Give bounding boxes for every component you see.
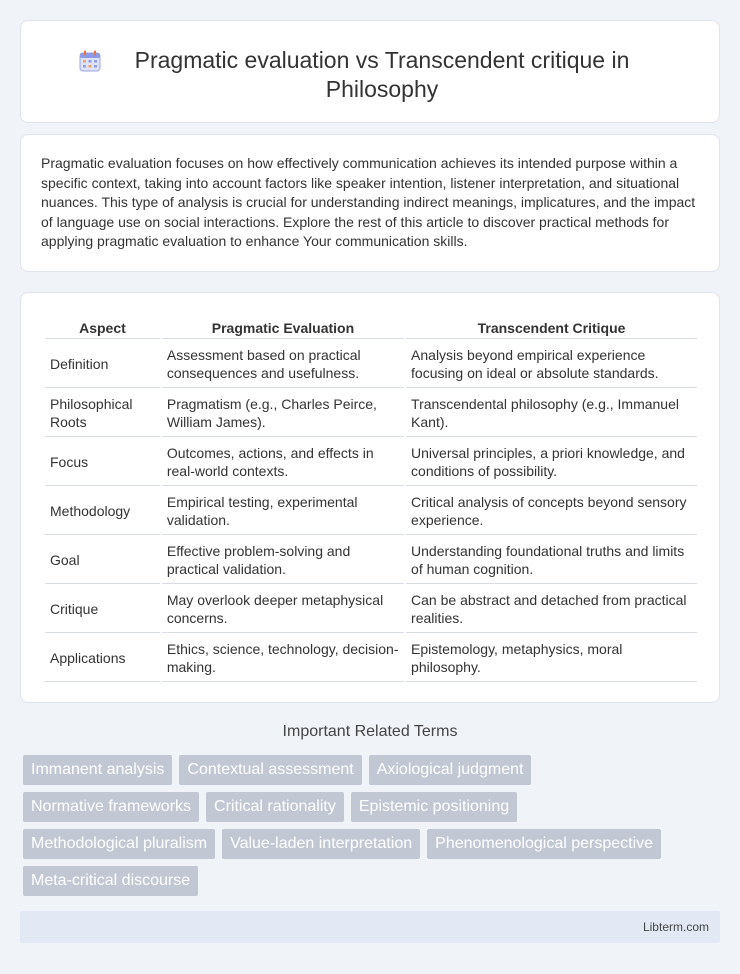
- pragmatic-cell: Pragmatism (e.g., Charles Peirce, William James).: [162, 390, 404, 437]
- calendar-icon: [78, 49, 102, 73]
- related-term-tag[interactable]: Contextual assessment: [179, 755, 361, 785]
- transcendent-cell: Analysis beyond empirical experience focusing on ideal or absolute standards.: [406, 341, 697, 388]
- transcendent-cell: Transcendental philosophy (e.g., Immanuel Kant).: [406, 390, 697, 437]
- aspect-cell: Philosophical Roots: [45, 390, 160, 437]
- table-row: [45, 537, 697, 584]
- header-aspect: Aspect: [45, 317, 160, 339]
- related-term-tag[interactable]: Value-laden interpretation: [222, 829, 420, 859]
- related-term-tag[interactable]: Phenomenological perspective: [427, 829, 661, 859]
- aspect-cell: Definition: [45, 341, 160, 388]
- related-term-tag[interactable]: Immanent analysis: [23, 755, 172, 785]
- page-title: Pragmatic evaluation vs Transcendent critique in Philosophy: [134, 47, 630, 102]
- table-row: [45, 488, 697, 535]
- header-transcendent-critique: Transcendent Critique: [406, 317, 697, 339]
- footer: [20, 911, 720, 943]
- pragmatic-cell: Outcomes, actions, and effects in real-world contexts.: [162, 439, 404, 486]
- aspect-cell: Applications: [45, 635, 160, 682]
- related-terms-heading: Important Related Terms: [282, 723, 458, 740]
- related-term-tag[interactable]: Epistemic positioning: [351, 792, 517, 822]
- transcendent-cell: Understanding foundational truths and limits of human cognition.: [406, 537, 697, 584]
- aspect-cell: Focus: [45, 439, 160, 486]
- related-term-tag[interactable]: Methodological pluralism: [23, 829, 215, 859]
- table-row: [45, 586, 697, 633]
- aspect-cell: Goal: [45, 537, 160, 584]
- pragmatic-cell: Assessment based on practical consequences and usefulness.: [162, 341, 404, 388]
- intro-card: [20, 134, 720, 272]
- pragmatic-cell: May overlook deeper metaphysical concerns.: [162, 586, 404, 633]
- title-card: [20, 20, 720, 123]
- table-header-row: [45, 317, 697, 339]
- footer-site-link[interactable]: Libterm.com: [642, 920, 709, 934]
- aspect-cell: Methodology: [45, 488, 160, 535]
- table-row: [45, 390, 697, 437]
- pragmatic-cell: Effective problem-solving and practical validation.: [162, 537, 404, 584]
- transcendent-cell: Critical analysis of concepts beyond sensory experience.: [406, 488, 697, 535]
- table-row: [45, 439, 697, 486]
- transcendent-cell: Universal principles, a priori knowledge, and conditions of possibility.: [406, 439, 697, 486]
- pragmatic-cell: Empirical testing, experimental validation.: [162, 488, 404, 535]
- table-row: [45, 635, 697, 682]
- related-terms-list: [23, 755, 703, 896]
- comparison-table: [43, 315, 699, 684]
- transcendent-cell: Can be abstract and detached from practical realities.: [406, 586, 697, 633]
- transcendent-cell: Epistemology, metaphysics, moral philosophy.: [406, 635, 697, 682]
- related-term-tag[interactable]: Meta-critical discourse: [23, 866, 198, 896]
- intro-paragraph: Pragmatic evaluation focuses on how effectively communication achieves its intended purpose within a specific context, taking into account factors like speaker intention, listener interpretation, and situational nuances. This type of analysis is crucial for understanding indirect meanings, implicatures, and the impact of language use on social interactions. Explore the rest of this article to discover practical methods for applying pragmatic evaluation to enhance Your communication skills.: [41, 155, 696, 249]
- related-term-tag[interactable]: Normative frameworks: [23, 792, 199, 822]
- comparison-table-card: [20, 292, 720, 703]
- header-pragmatic-evaluation: Pragmatic Evaluation: [162, 317, 404, 339]
- aspect-cell: Critique: [45, 586, 160, 633]
- pragmatic-cell: Ethics, science, technology, decision-making.: [162, 635, 404, 682]
- related-term-tag[interactable]: Critical rationality: [206, 792, 344, 822]
- table-row: [45, 341, 697, 388]
- related-term-tag[interactable]: Axiological judgment: [369, 755, 532, 785]
